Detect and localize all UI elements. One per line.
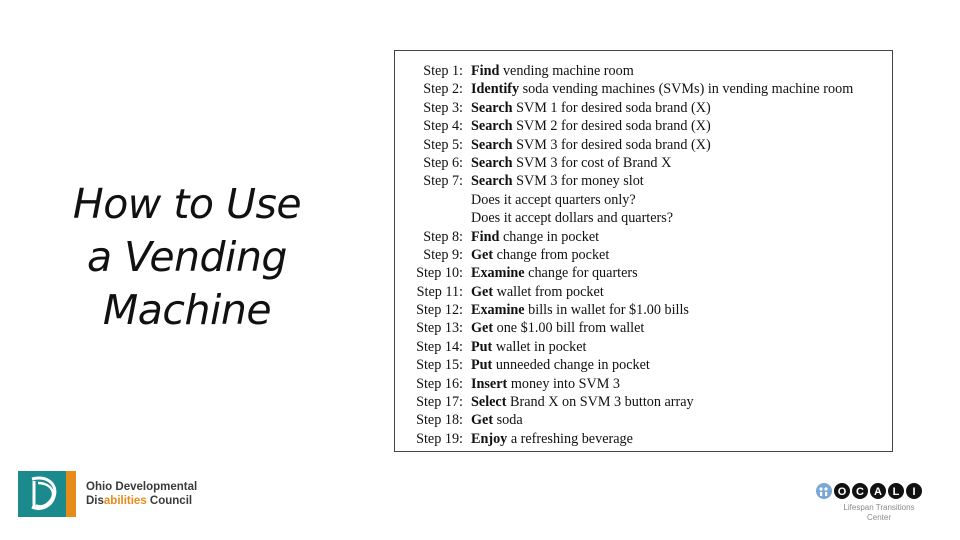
- step-verb: Select: [471, 394, 507, 411]
- step-row: [395, 117, 892, 135]
- slide-title: [52, 178, 322, 337]
- ocali-letter: O: [837, 486, 847, 498]
- step-label: Step 12:: [416, 302, 463, 319]
- ocali-logo: [815, 482, 943, 526]
- ocali-wordmark-icon: [815, 482, 923, 500]
- step-verb: Find: [471, 63, 500, 79]
- step-text: [471, 319, 644, 337]
- step-verb: Get: [471, 320, 494, 337]
- step-label: Step 1:: [423, 63, 463, 79]
- step-label: Step 5:: [423, 136, 463, 153]
- step-label: Step 10:: [416, 265, 463, 282]
- step-rest: unneeded change in pocket: [495, 357, 650, 374]
- step-label: Step 2:: [423, 81, 463, 98]
- step-text: [471, 99, 711, 117]
- step-text: [471, 430, 633, 448]
- step-verb: Search: [471, 173, 513, 190]
- step-label: Step 14:: [416, 338, 463, 355]
- step-verb: Search: [471, 136, 513, 153]
- step-label: Step 8:: [423, 228, 463, 245]
- step-rest: SVM 3 for cost of Brand X: [516, 154, 672, 171]
- ohio-ddc-line-1: Ohio Developmental: [86, 481, 198, 493]
- ocali-letter: I: [912, 486, 916, 498]
- step-row: [395, 319, 892, 337]
- step-text: [471, 264, 638, 282]
- step-label: Step 9:: [423, 246, 463, 263]
- step-verb: Put: [471, 338, 493, 355]
- step-row: [395, 356, 892, 374]
- step-text: [471, 191, 636, 209]
- step-text: [471, 62, 634, 80]
- step-row: [395, 411, 892, 429]
- step-row: [395, 301, 892, 319]
- ocali-sub-line-2: Center: [866, 513, 891, 522]
- step-label: Step 3:: [423, 99, 463, 116]
- step-verb: Examine: [471, 302, 525, 319]
- step-text: [471, 117, 711, 135]
- step-row: [395, 430, 892, 448]
- step-verb: Search: [471, 118, 513, 135]
- step-row: [395, 154, 892, 172]
- title-line-2: a Vending: [87, 233, 287, 281]
- step-label: Step 7:: [423, 173, 463, 190]
- step-row: [395, 228, 892, 246]
- step-rest: one $1.00 bill from wallet: [496, 320, 645, 337]
- steps-list: [395, 62, 892, 448]
- step-text: [471, 283, 604, 301]
- step-rest: Does it accept quarters only?: [471, 191, 636, 208]
- step-rest: wallet from pocket: [496, 283, 604, 300]
- step-row: [395, 80, 892, 98]
- ocali-letter: L: [892, 486, 900, 498]
- step-rest: SVM 3 for money slot: [516, 173, 644, 190]
- step-text: [471, 301, 689, 319]
- step-text: [471, 356, 650, 374]
- step-rest: Does it accept dollars and quarters?: [471, 210, 674, 227]
- step-text: [471, 209, 673, 227]
- step-rest: vending machine room: [502, 63, 634, 79]
- ohio-ddc-mark-icon: [18, 471, 76, 517]
- ohio-ddc-line-2: Disabilities Council: [86, 495, 193, 507]
- step-verb: Search: [471, 99, 513, 116]
- ocali-subtitle: [815, 503, 943, 523]
- ocali-sub-line-1: Lifespan Transitions: [843, 503, 915, 512]
- step-text: [471, 136, 711, 154]
- step-rest: SVM 1 for desired soda brand (X): [516, 99, 711, 116]
- step-verb: Insert: [471, 375, 508, 392]
- step-text: [471, 80, 853, 98]
- step-label: Step 18:: [416, 412, 463, 429]
- step-rest: wallet in pocket: [495, 338, 587, 355]
- title-line-1: How to Use: [72, 180, 302, 228]
- step-row: [395, 136, 892, 154]
- step-text: [471, 228, 599, 246]
- step-verb: Search: [471, 154, 513, 171]
- step-verb: Find: [471, 228, 500, 245]
- step-row: [395, 264, 892, 282]
- step-verb: Get: [471, 412, 494, 429]
- ohio-ddc-name: [86, 480, 226, 508]
- step-verb: Get: [471, 283, 494, 300]
- step-text: [471, 172, 644, 190]
- step-row: [395, 172, 892, 190]
- step-verb: Enjoy: [471, 430, 508, 447]
- ocali-letter: A: [874, 486, 882, 498]
- step-label: Step 6:: [423, 154, 463, 171]
- step-verb: Put: [471, 357, 493, 374]
- step-text: [471, 411, 523, 429]
- step-label: Step 17:: [416, 394, 463, 411]
- step-label: Step 15:: [416, 357, 463, 374]
- step-verb: Get: [471, 246, 494, 263]
- step-rest: bills in wallet for $1.00 bills: [528, 302, 689, 319]
- steps-box: [394, 50, 893, 452]
- step-rest: SVM 3 for desired soda brand (X): [516, 136, 711, 153]
- step-label: Step 19:: [416, 430, 463, 447]
- step-rest: soda vending machines (SVMs) in vending machine room: [522, 81, 854, 98]
- ohio-ddc-logo: [18, 471, 218, 517]
- step-label: Step 4:: [423, 118, 463, 135]
- step-row: [395, 375, 892, 393]
- step-rest: soda: [496, 412, 523, 429]
- step-rest: Brand X on SVM 3 button array: [510, 394, 694, 411]
- title-line-3: Machine: [102, 286, 272, 334]
- step-row: [395, 283, 892, 301]
- step-label: Step 16:: [416, 375, 463, 392]
- step-row: [395, 338, 892, 356]
- step-rest: SVM 2 for desired soda brand (X): [516, 118, 711, 135]
- step-row: [395, 393, 892, 411]
- step-verb: Identify: [471, 81, 520, 98]
- step-row: [395, 209, 892, 227]
- step-label: Step 13:: [416, 320, 463, 337]
- step-text: [471, 154, 671, 172]
- step-label: Step 11:: [416, 283, 463, 300]
- step-rest: a refreshing beverage: [510, 430, 633, 447]
- step-rest: change in pocket: [502, 228, 600, 245]
- step-verb: Examine: [471, 265, 525, 282]
- step-row: [395, 62, 892, 80]
- step-rest: change from pocket: [496, 246, 610, 263]
- step-text: [471, 246, 609, 264]
- step-row: [395, 246, 892, 264]
- step-row: [395, 99, 892, 117]
- ocali-letter: C: [856, 486, 864, 498]
- step-row: [395, 191, 892, 209]
- step-rest: money into SVM 3: [510, 375, 620, 392]
- step-rest: change for quarters: [528, 265, 638, 282]
- step-text: [471, 393, 694, 411]
- step-text: [471, 375, 620, 393]
- step-text: [471, 338, 586, 356]
